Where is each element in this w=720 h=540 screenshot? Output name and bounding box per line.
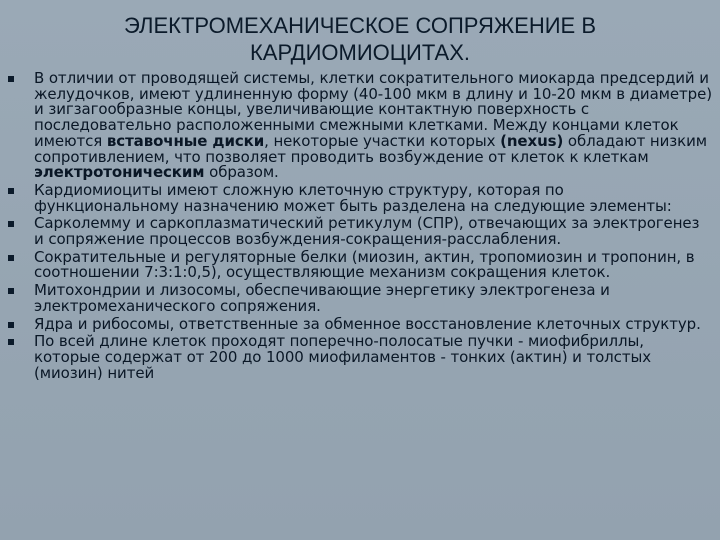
bullet-marker-icon [8,288,14,294]
bullet-text: Сарколемму и саркоплазматический ретикулум (СПР), отвечающих за электрогенез и сопряжение процессов возбуждения-сокращения-расслабления. [34,214,700,249]
bullet-item-6 [0,314,720,333]
slide-title [40,12,680,66]
bullet-text: образом. [204,163,279,182]
bold-term: (nexus) [500,131,564,150]
bullet-marker-icon [8,188,14,194]
bullet-text: По всей длине клеток проходят поперечно-полосатые пучки - миофибриллы, которые содержат от 200 до 1000 миофиламентов - тонких (актин) и толстых (миозин) нитей [34,332,651,382]
bullet-text: Сократительные и регуляторные белки (миозин, актин, тропомиозин и тропонин, в соотношении 7:3:1:0,5), осуществляющие механизм сокращения клеток. [34,247,695,282]
slide-title-line-1: ЭЛЕКТРОМЕХАНИЧЕСКОЕ СОПРЯЖЕНИЕ В [123,13,597,38]
bullet-text: , некоторые участки которых [264,131,501,150]
slide-title-line-2: КАРДИОМИОЦИТАХ. [249,40,471,65]
bullet-text: Кардиомиоциты имеют сложную клеточную структуру, которая по функциональному назначению может быть разделена на следующие элементы: [34,180,672,215]
bullet-marker-icon [8,76,14,82]
bullet-text: В отличии от проводящей системы, клетки сократительного миокарда предсердий и желудочков, имеют удлиненную форму (40-100 мкм в длину и 10-20 мкм в диаметре) и зигзагообразные концы, увеличивающие контактную поверхность с последовательно расположенными смежными клетками. Между концами клеток имеются [34,69,712,150]
bullet-text: Митохондрии и лизосомы, обеспечивающие энергетику электрогенеза и электромеханического сопряжения. [34,281,610,315]
bullet-item-5 [0,283,720,314]
bullet-list [0,71,720,383]
bullet-item-7 [0,334,720,381]
bullet-marker-icon [8,322,14,328]
bullet-text: Ядра и рибосомы, ответственные за обменное восстановление клеточных структур. [34,314,701,333]
bullet-item-3 [0,216,720,247]
bold-term: электротоническим [34,163,205,182]
bullet-marker-icon [8,339,14,345]
bullet-item-2 [0,180,720,215]
bullet-marker-icon [8,255,14,261]
bullet-item-4 [0,247,720,282]
bullet-marker-icon [8,221,14,227]
bullet-item-1 [0,71,720,181]
bullet-text: обладают низким сопротивлением, что позволяет проводить возбуждение от клеток к клеткам [34,131,707,166]
bold-term: вставочные диски [106,131,265,150]
